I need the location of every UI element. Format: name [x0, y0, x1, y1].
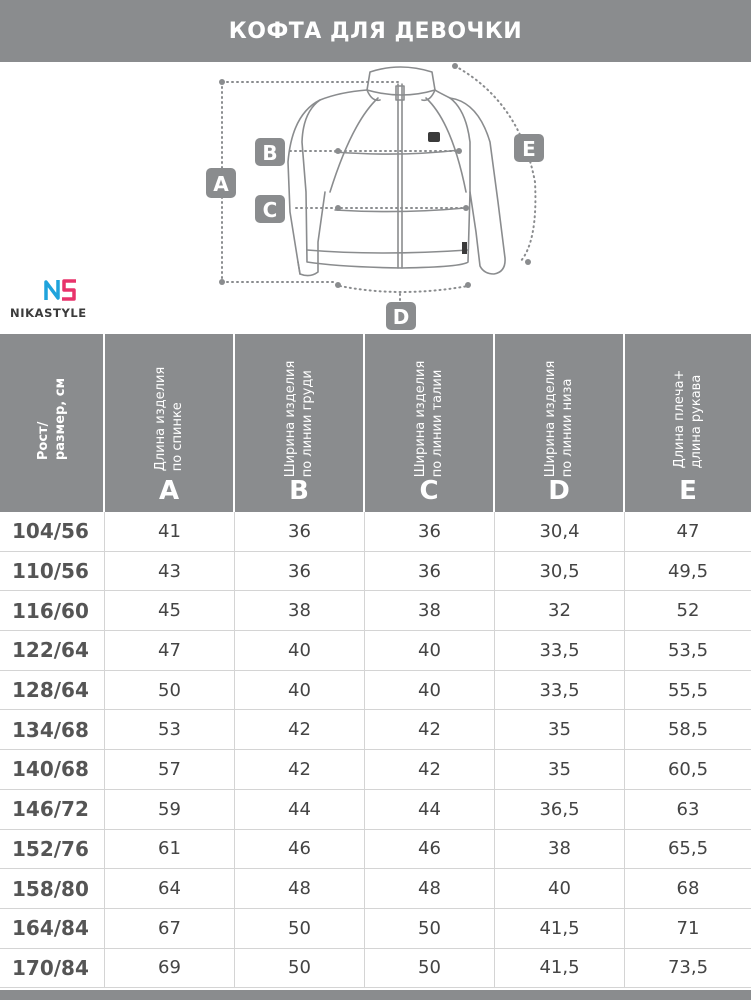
value-cell: 71: [676, 917, 700, 939]
table-row: [0, 631, 751, 671]
value-cell: 40: [365, 631, 495, 670]
value-cell: 53: [105, 710, 235, 749]
label-c-badge: [255, 195, 285, 223]
value-cell: 32: [495, 591, 625, 630]
value-cell: 50: [105, 671, 235, 710]
size-cell: 140/68: [0, 750, 105, 789]
header-e: [625, 334, 751, 512]
value-cell: 55,5: [667, 679, 709, 701]
value-cell: 46: [235, 830, 365, 869]
value-cell: 48: [365, 869, 495, 908]
svg-text:A: A: [213, 172, 229, 196]
brand-logo: [10, 278, 110, 320]
header-a-line-1: Длина изделия: [153, 366, 168, 472]
table-row: [0, 949, 751, 989]
header-b-line-2: по линии груди: [300, 370, 315, 478]
value-cell: 46: [365, 830, 495, 869]
size-cell: 170/84: [0, 949, 105, 988]
value-cell: 41,5: [495, 909, 625, 948]
value-cell: 43: [105, 552, 235, 591]
table-body: [0, 512, 751, 988]
header-d-line-2: по линии низа: [560, 378, 575, 478]
header-a: [105, 334, 235, 512]
header-a-line-2: по спинке: [170, 402, 185, 472]
table-row: [0, 512, 751, 552]
table-row: [0, 790, 751, 830]
page-title: КОФТА ДЛЯ ДЕВОЧКИ: [228, 18, 523, 44]
table-row: [0, 830, 751, 870]
value-cell: 48: [235, 869, 365, 908]
value-cell: 42: [235, 710, 365, 749]
value-cell: 41: [105, 512, 235, 551]
header-c-letter: C: [419, 476, 439, 506]
value-cell: 41,5: [495, 949, 625, 988]
header-e-line-2: длина рукава: [689, 374, 704, 469]
header-b-letter: B: [289, 476, 309, 506]
size-cell: 104/56: [0, 512, 105, 551]
header-a-letter: A: [158, 476, 180, 506]
table-row: [0, 671, 751, 711]
header-e-letter: E: [679, 476, 697, 506]
value-cell: 68: [676, 878, 700, 900]
value-cell: 42: [235, 750, 365, 789]
header-size-line-1: Рост/: [35, 421, 51, 461]
svg-text:B: B: [262, 141, 278, 165]
value-cell: 35: [495, 710, 625, 749]
title-bar: [0, 0, 751, 62]
value-cell: 49,5: [667, 560, 709, 582]
value-cell: 38: [365, 591, 495, 630]
header-d: [495, 334, 625, 512]
size-cell: 116/60: [0, 591, 105, 630]
value-cell: 40: [235, 671, 365, 710]
value-cell: 63: [676, 798, 700, 820]
nikastyle-logo-icon: [44, 278, 78, 302]
value-cell: 36: [235, 512, 365, 551]
value-cell: 45: [105, 591, 235, 630]
value-cell: 30,4: [495, 512, 625, 551]
label-d-badge: [386, 302, 416, 330]
value-cell: 61: [105, 830, 235, 869]
svg-text:E: E: [522, 137, 536, 161]
value-cell: 58,5: [667, 719, 709, 741]
table-row: [0, 869, 751, 909]
value-cell: 64: [105, 869, 235, 908]
label-a-badge: [206, 168, 236, 198]
table-header: [0, 334, 751, 512]
value-cell: 44: [365, 790, 495, 829]
value-cell: 33,5: [495, 671, 625, 710]
header-c-line-2: по линии талии: [430, 369, 445, 478]
header-d-letter: D: [548, 476, 570, 506]
value-cell: 36: [235, 552, 365, 591]
value-cell: 38: [495, 830, 625, 869]
value-cell: 65,5: [667, 838, 709, 860]
size-table: [0, 334, 751, 988]
header-e-line-1: Длина плеча+: [672, 369, 687, 469]
table-row: [0, 552, 751, 592]
svg-text:C: C: [262, 198, 278, 222]
value-cell: 50: [235, 909, 365, 948]
value-cell: 52: [676, 600, 700, 622]
svg-text:D: D: [392, 305, 410, 329]
value-cell: 36,5: [495, 790, 625, 829]
value-cell: 50: [235, 949, 365, 988]
value-cell: 53,5: [667, 639, 709, 661]
value-cell: 60,5: [667, 758, 709, 780]
header-c: [365, 334, 495, 512]
table-row: [0, 909, 751, 949]
header-d-line-1: Ширина изделия: [543, 360, 558, 478]
value-cell: 42: [365, 750, 495, 789]
size-cell: 110/56: [0, 552, 105, 591]
size-cell: 158/80: [0, 869, 105, 908]
value-cell: 44: [235, 790, 365, 829]
jacket-diagram: [0, 62, 751, 334]
value-cell: 50: [365, 949, 495, 988]
value-cell: 47: [105, 631, 235, 670]
value-cell: 36: [365, 512, 495, 551]
value-cell: 47: [676, 520, 700, 542]
value-cell: 35: [495, 750, 625, 789]
label-e-badge: [514, 134, 544, 162]
value-cell: 57: [105, 750, 235, 789]
value-cell: 33,5: [495, 631, 625, 670]
value-cell: 40: [235, 631, 365, 670]
label-b-badge: [255, 138, 285, 166]
value-cell: 36: [365, 552, 495, 591]
value-cell: 50: [365, 909, 495, 948]
brand-name: NIKASTYLE: [10, 306, 87, 320]
value-cell: 42: [365, 710, 495, 749]
size-cell: 146/72: [0, 790, 105, 829]
value-cell: 69: [105, 949, 235, 988]
bottom-bar: [0, 990, 751, 1000]
size-cell: 128/64: [0, 671, 105, 710]
size-cell: 164/84: [0, 909, 105, 948]
size-cell: 152/76: [0, 830, 105, 869]
size-cell: 134/68: [0, 710, 105, 749]
size-cell: 122/64: [0, 631, 105, 670]
value-cell: 30,5: [495, 552, 625, 591]
value-cell: 73,5: [667, 957, 709, 979]
value-cell: 67: [105, 909, 235, 948]
table-row: [0, 750, 751, 790]
header-b-line-1: Ширина изделия: [283, 360, 298, 478]
header-size-line-2: размер, см: [52, 377, 68, 461]
value-cell: 38: [235, 591, 365, 630]
value-cell: 59: [105, 790, 235, 829]
table-row: [0, 591, 751, 631]
value-cell: 40: [365, 671, 495, 710]
table-row: [0, 710, 751, 750]
header-b: [235, 334, 365, 512]
value-cell: 40: [495, 869, 625, 908]
header-c-line-1: Ширина изделия: [413, 360, 428, 478]
header-size: [0, 334, 105, 512]
